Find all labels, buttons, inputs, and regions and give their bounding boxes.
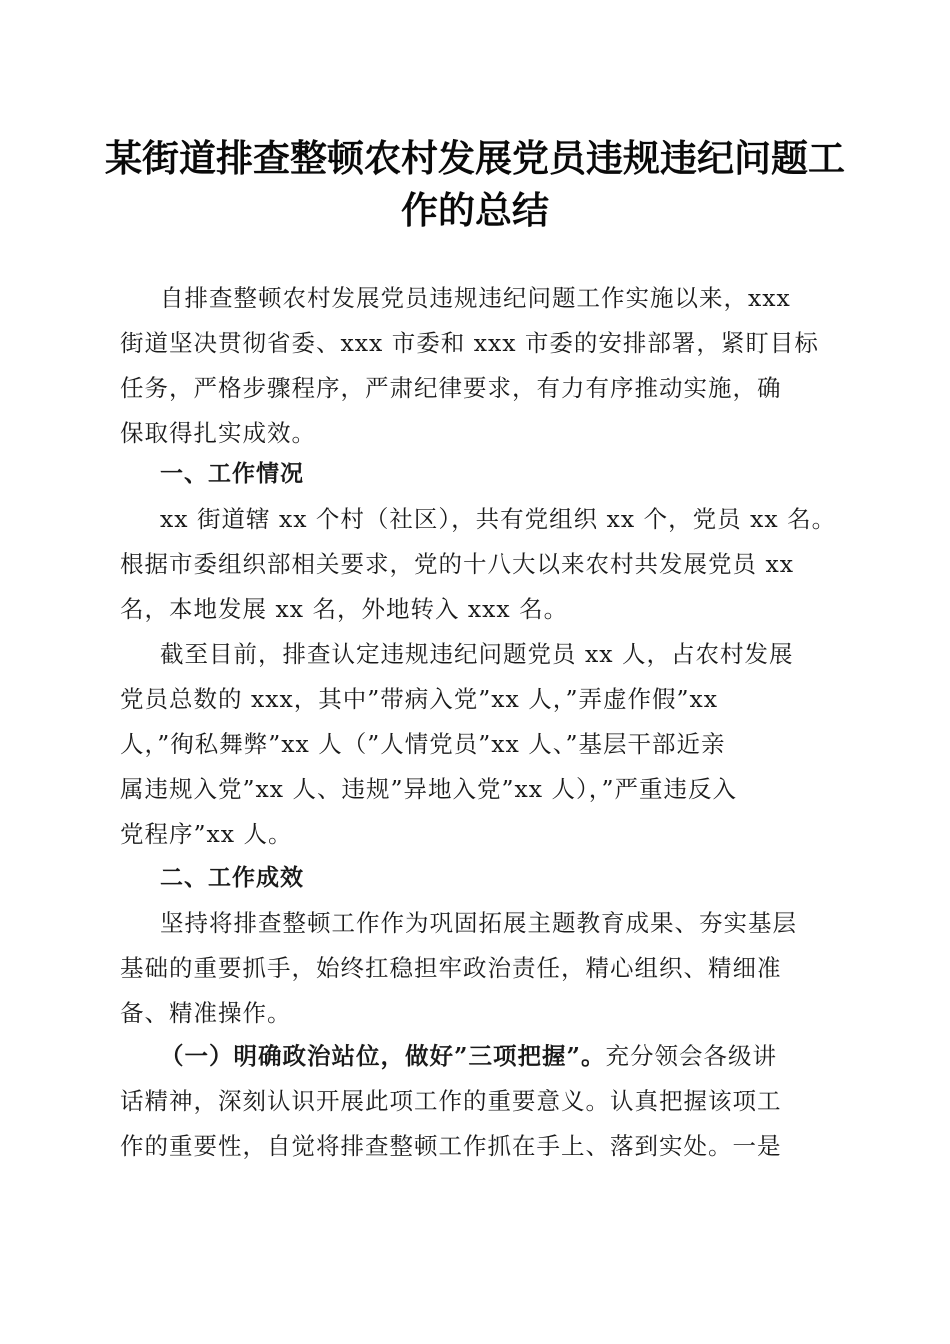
section-heading: 一、工作情况 [160, 461, 304, 487]
document-title [100, 132, 850, 236]
paragraph-line: 人，”徇私舞弊”xx 人（”人情党员”xx 人、”基层干部近亲 [120, 730, 726, 758]
paragraph-line: 自排查整顿农村发展党员违规违纪问题工作实施以来，xxx [160, 284, 791, 312]
paragraph-line: 任务，严格步骤程序，严肃纪律要求，有力有序推动实施，确 [120, 374, 782, 402]
paragraph-line [120, 1034, 832, 1079]
paragraph-line: 截至目前，排查认定违规违纪问题党员 xx 人，占农村发展 [160, 640, 794, 668]
intro-paragraph [120, 276, 832, 456]
section-2 [120, 856, 832, 901]
paragraph-text: 充分领会各级讲 [605, 1042, 778, 1070]
paragraph-line: 党员总数的 xxx，其中”带病入党”xx 人，”弄虚作假”xx [120, 685, 719, 713]
title-line-2: 作的总结 [401, 188, 549, 232]
paragraph-line: 属违规入党”xx 人、违规”异地入党”xx 人），”严重违反入 [120, 775, 738, 803]
paragraph-line: 备、精准操作。 [120, 999, 292, 1027]
section-1 [120, 452, 832, 497]
paragraph-line: 基础的重要抓手，始终扛稳担牢政治责任，精心组织、精细准 [120, 954, 782, 982]
section-2-paragraph-1 [120, 901, 832, 1036]
title-line-1: 某街道排查整顿农村发展党员违规违纪问题工 [105, 136, 845, 180]
section-1-paragraph-2 [120, 632, 832, 857]
paragraph-line: 作的重要性，自觉将排查整顿工作抓在手上、落到实处。一是 [120, 1132, 782, 1160]
paragraph-line: 话精神，深刻认识开展此项工作的重要意义。认真把握该项工 [120, 1087, 782, 1115]
section-heading: 二、工作成效 [160, 865, 304, 891]
paragraph-line: 保取得扎实成效。 [120, 419, 316, 447]
paragraph-line: 根据市委组织部相关要求，党的十八大以来农村共发展党员 xx [120, 550, 794, 578]
paragraph-line: 坚持将排查整顿工作作为巩固拓展主题教育成果、夯实基层 [160, 909, 797, 937]
section-2-subsection-1 [120, 1034, 832, 1169]
subsection-heading: （一）明确政治站位，做好”三项把握”。 [160, 1042, 606, 1070]
section-1-paragraph-1 [120, 497, 837, 632]
paragraph-line: 名，本地发展 xx 名，外地转入 xxx 名。 [120, 595, 569, 623]
paragraph-line: 街道坚决贯彻省委、xxx 市委和 xxx 市委的安排部署，紧盯目标 [120, 329, 819, 357]
paragraph-line: 党程序”xx 人。 [120, 820, 293, 848]
paragraph-line: xx 街道辖 xx 个村（社区），共有党组织 xx 个，党员 xx 名。 [160, 505, 837, 533]
